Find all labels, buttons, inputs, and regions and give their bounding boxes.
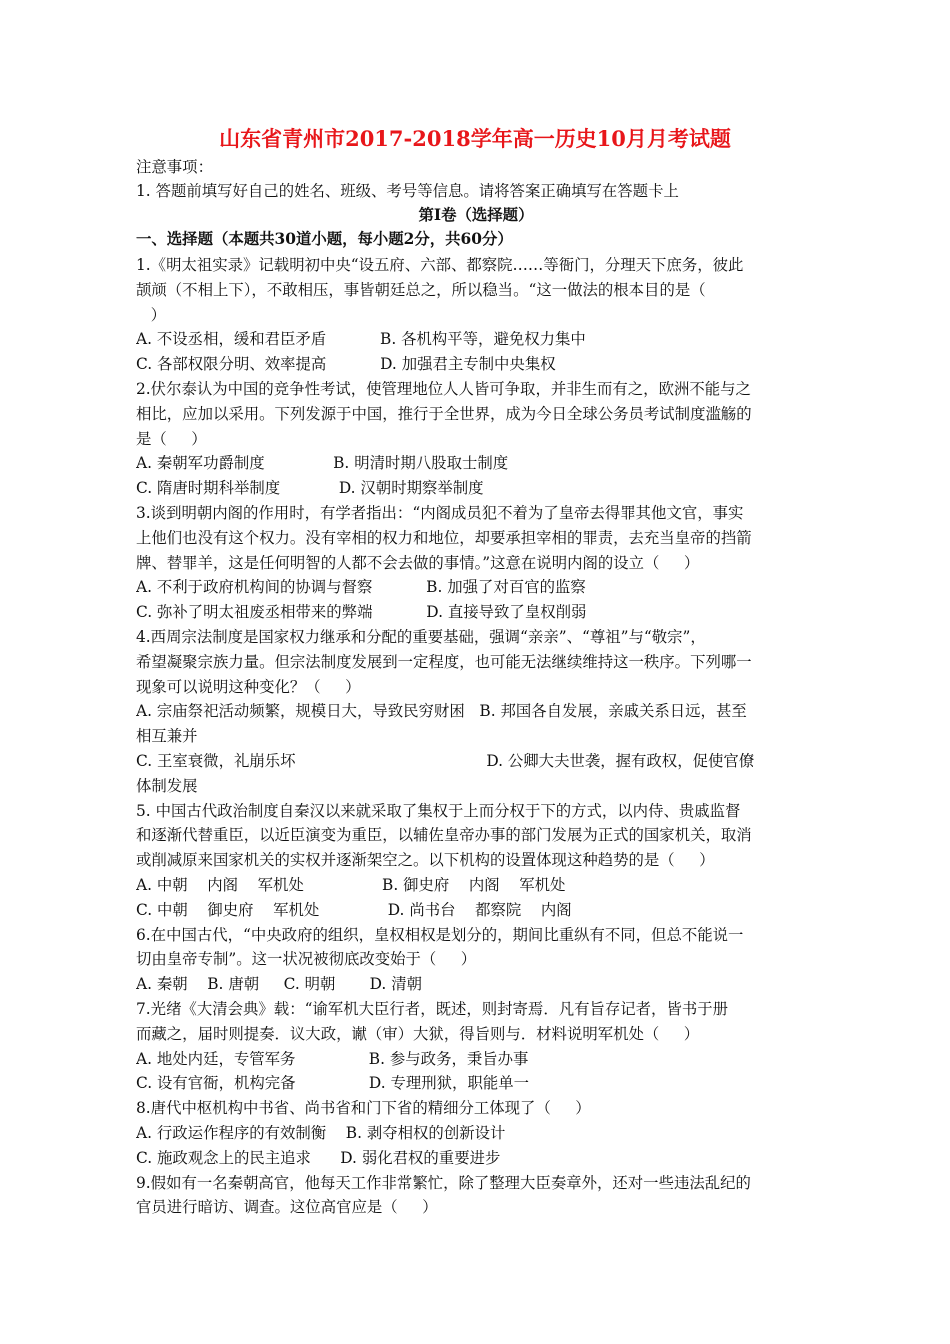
- volume-heading: 第Ⅰ卷（选择题）: [418, 206, 534, 224]
- question-line: 7.光绪《大清会典》载：“谕军机大臣行者，既述，则封寄焉．凡有旨存记者，皆书于册: [136, 1000, 729, 1018]
- question-line: 3.谈到明朝内阁的作用时，有学者指出：“内阁成员犯不着为了皇帝去得罪其他文官，事实: [136, 504, 744, 522]
- question-line: A. 秦朝 B. 唐朝 C. 明朝 D. 清朝: [136, 975, 422, 993]
- question-line: 希望凝聚宗族力量。但宗法制度发展到一定程度，也可能无法继续维持这一秩序。下列哪一: [136, 653, 752, 671]
- question-line: C. 王室衰微，礼崩乐坏 D. 公卿大夫世袭，握有政权，促使官僚: [136, 752, 755, 770]
- question-line: C. 中朝 御史府 军机处 D. 尚书台 都察院 内阁: [136, 901, 572, 919]
- notice-heading: 注意事项：: [136, 158, 213, 176]
- question-line: A. 不设丞相，缓和君臣矛盾 B. 各机构平等，避免权力集中: [136, 330, 586, 348]
- question-line: 官员进行暗访、调查。这位高官应是（ ）: [136, 1198, 438, 1216]
- notice-item: 1. 答题前填写好自己的姓名、班级、考号等信息。请将答案正确填写在答题卡上: [136, 182, 679, 200]
- question-line: A. 秦朝军功爵制度 B. 明清时期八股取士制度: [136, 454, 509, 472]
- question-line: C. 隋唐时期科举制度 D. 汉朝时期察举制度: [136, 479, 484, 497]
- question-line: C. 施政观念上的民主追求 D. 弱化君权的重要进步: [136, 1149, 501, 1167]
- question-line: A. 地处内廷，专管军务 B. 参与政务，秉旨办事: [136, 1050, 529, 1068]
- question-line: C. 设有官衙，机构完备 D. 专理刑狱，职能单一: [136, 1074, 530, 1092]
- question-line: 8.唐代中枢机构中书省、尚书省和门下省的精细分工体现了（ ）: [136, 1099, 591, 1117]
- question-line: 颉颃（不相上下），不敢相压，事皆朝廷总之，所以稳当。“这一做法的根本目的是（: [136, 281, 706, 299]
- page-title: 山东省青州市2017-2018学年高一历史10月月考试题: [219, 126, 731, 151]
- question-line: 2.伏尔泰认为中国的竞争性考试，使管理地位人人皆可争取，并非生而有之，欧洲不能与之: [136, 380, 751, 398]
- question-line: 牌、替罪羊，这是任何明智的人都不会去做的事情。”这意在说明内阁的设立（ ）: [136, 554, 700, 572]
- question-line: 5. 中国古代政治制度自秦汉以来就采取了集权于上而分权于下的方式，以内侍、贵戚监督: [136, 802, 741, 820]
- question-line: 切由皇帝专制”。这一状况被彻底改变始于（ ）: [136, 950, 477, 968]
- question-line: 上他们也没有这个权力。没有宰相的权力和地位，却要承担宰相的罪责，去充当皇帝的挡箭: [136, 529, 752, 547]
- question-line: C. 弥补了明太祖废丞相带来的弊端 D. 直接导致了皇权削弱: [136, 603, 587, 621]
- question-line: A. 宗庙祭祀活动频繁，规模日大，导致民穷财困 B. 邦国各自发展，亲戚关系日远，甚至: [136, 702, 747, 720]
- question-line: 4.西周宗法制度是国家权力继承和分配的重要基础，强调“亲亲”、“尊祖”与“敬宗”，: [136, 628, 706, 646]
- question-line: 相比，应加以采用。下列发源于中国，推行于全世界，成为今日全球公务员考试制度滥觞的: [136, 405, 752, 423]
- question-line: 现象可以说明这种变化？（ ）: [136, 678, 361, 696]
- question-line: C. 各部权限分明、效率提高 D. 加强君主专制中央集权: [136, 355, 556, 373]
- question-line: 6.在中国古代，“中央政府的组织，皇权相权是划分的，期间比重纵有不同，但总不能说一: [136, 926, 744, 944]
- question-line: A. 中朝 内阁 军机处 B. 御史府 内阁 军机处: [136, 876, 566, 894]
- question-line: 1.《明太祖实录》记载明初中央“设五府、六部、都察院……等衙门，分理天下庶务，彼此: [136, 256, 744, 274]
- question-line: A. 不利于政府机构间的协调与督察 B. 加强了对百官的监察: [136, 578, 586, 596]
- question-line: 9.假如有一名秦朝高官，他每天工作非常繁忙，除了整理大臣奏章外，还对一些违法乱纪的: [136, 1174, 751, 1192]
- question-line: A. 行政运作程序的有效制衡 B. 剥夺相权的创新设计: [136, 1124, 506, 1142]
- question-line: 而藏之，届时则提奏．议大政，谳（审）大狱，得旨则与．材料说明军机处（ ）: [136, 1025, 700, 1043]
- section-heading: 一、选择题（本题共30道小题，每小题2分，共60分）: [136, 230, 513, 248]
- question-line: 是（ ）: [136, 430, 207, 448]
- question-line: ）: [136, 306, 167, 324]
- question-line: 或削减原来国家机关的实权并逐渐架空之。以下机构的设置体现这种趋势的是（ ）: [136, 851, 715, 869]
- question-line: 相互兼并: [136, 727, 198, 745]
- question-line: 和逐渐代替重臣，以近臣演变为重臣，以辅佐皇帝办事的部门发展为正式的国家机关，取消: [136, 826, 752, 844]
- question-line: 体制发展: [136, 777, 198, 795]
